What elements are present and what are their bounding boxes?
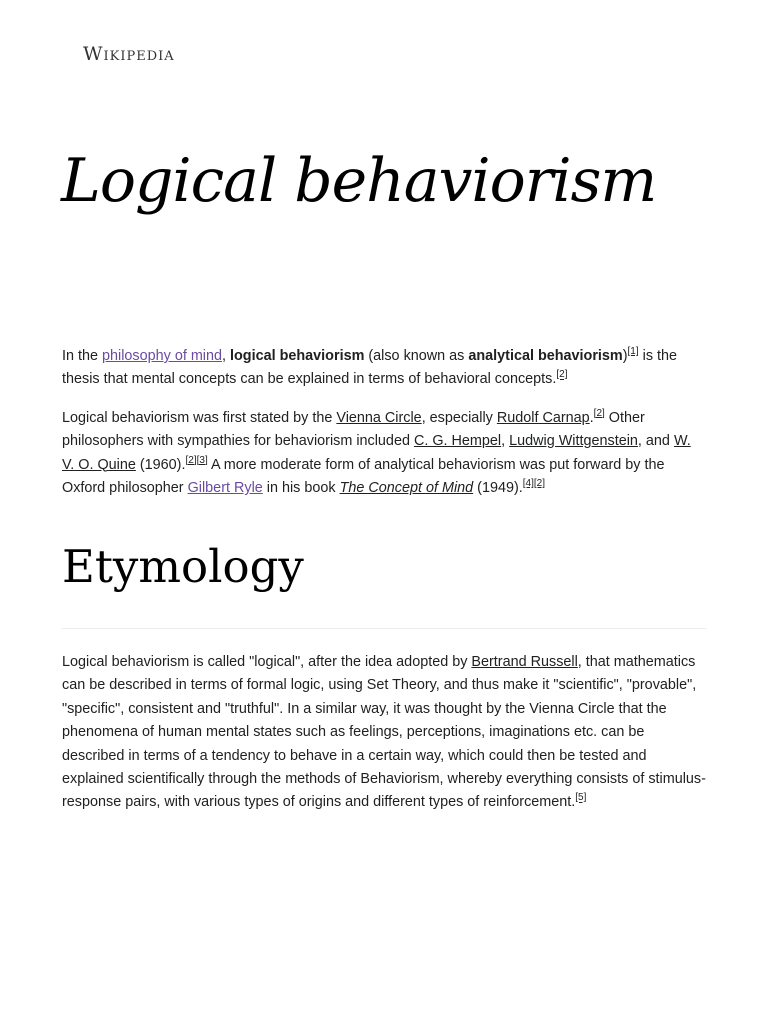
text: , [222,348,231,364]
page-title: Logical behaviorism [61,146,657,216]
bold-term-logical-behaviorism: logical behaviorism [230,348,365,364]
text: (also known as [364,348,469,364]
lead-section [62,345,706,500]
link-gilbert-ryle[interactable]: Gilbert Ryle [187,480,263,497]
section-divider [62,628,706,629]
text: Logical behaviorism was first stated by the [62,409,337,426]
link-ludwig-wittgenstein[interactable]: Ludwig Wittgenstein [509,433,638,450]
wikipedia-wordmark[interactable]: Wikipedia [83,43,175,65]
text: In the [62,348,103,364]
etymology-paragraph-1 [62,651,706,815]
reference-2[interactable] [185,455,196,466]
reference-link[interactable]: [2] [593,408,605,420]
link-w-v-o-quine[interactable]: W. V. O. Quine [62,433,691,473]
text: , especially [421,409,497,426]
text: , [501,433,510,450]
link-philosophy-of-mind[interactable]: philosophy of mind [102,348,223,364]
reference-link[interactable]: [5] [575,792,587,804]
text: A more moderate form of analytical behaviorism was put forward by the Oxford philosopher [62,456,665,497]
text: Other philosophers with sympathies for behaviorism included [62,409,645,450]
reference-link[interactable]: [3] [196,454,208,466]
reference-3[interactable] [197,455,208,466]
reference-2[interactable] [594,408,605,419]
link-rudolf-carnap[interactable]: Rudolf Carnap [496,409,590,426]
lead-paragraph-2 [62,407,706,501]
reference-2[interactable] [534,478,545,489]
reference-link[interactable]: [4] [522,478,534,490]
text: , and [637,433,674,450]
reference-5[interactable] [575,793,586,804]
link-bertrand-russell[interactable]: Bertrand Russell [471,654,578,670]
reference-link[interactable]: [2] [533,478,546,490]
reference-2[interactable] [556,370,567,381]
link-c-g-hempel[interactable]: C. G. Hempel [413,433,502,450]
reference-4[interactable] [523,478,534,489]
reference-link[interactable]: [2] [185,454,197,466]
etymology-section [62,651,706,815]
text: . [589,409,594,426]
text: in his book [262,480,340,497]
link-the-concept-of-mind[interactable]: The Concept of Mind [339,480,474,497]
lead-paragraph-1 [62,345,706,392]
link-vienna-circle[interactable]: Vienna Circle [336,409,422,426]
text: is the thesis that mental concepts can be explained in terms of behavioral concepts. [62,348,678,388]
text: ) [622,348,628,364]
section-heading-etymology: Etymology [62,540,304,593]
bold-term-analytical-behaviorism: analytical behaviorism [468,348,623,364]
reference-link[interactable]: [2] [556,369,568,381]
reference-link[interactable]: [1] [627,346,639,358]
text: Logical behaviorism is called "logical", after the idea adopted by [62,654,472,670]
text: (1960). [135,456,186,473]
text: , that mathematics can be described in terms of formal logic, using Set Theory, and thus make it "scientific", "provable", "specific", consistent and "truthful". In a similar way, it was thought by the Vienna Circle that the phenomena of human mental states such as feelings, perceptions, imaginations etc. can be described in terms of a tendency to behave in a certain way, which could then be tested and explained scientifically through the methods of Behaviorism, whereby everything consists of stimulus-response pairs, with various types of origins and different types of reinforcement. [62,654,706,811]
reference-1[interactable] [628,346,639,357]
text: (1949). [473,480,523,497]
